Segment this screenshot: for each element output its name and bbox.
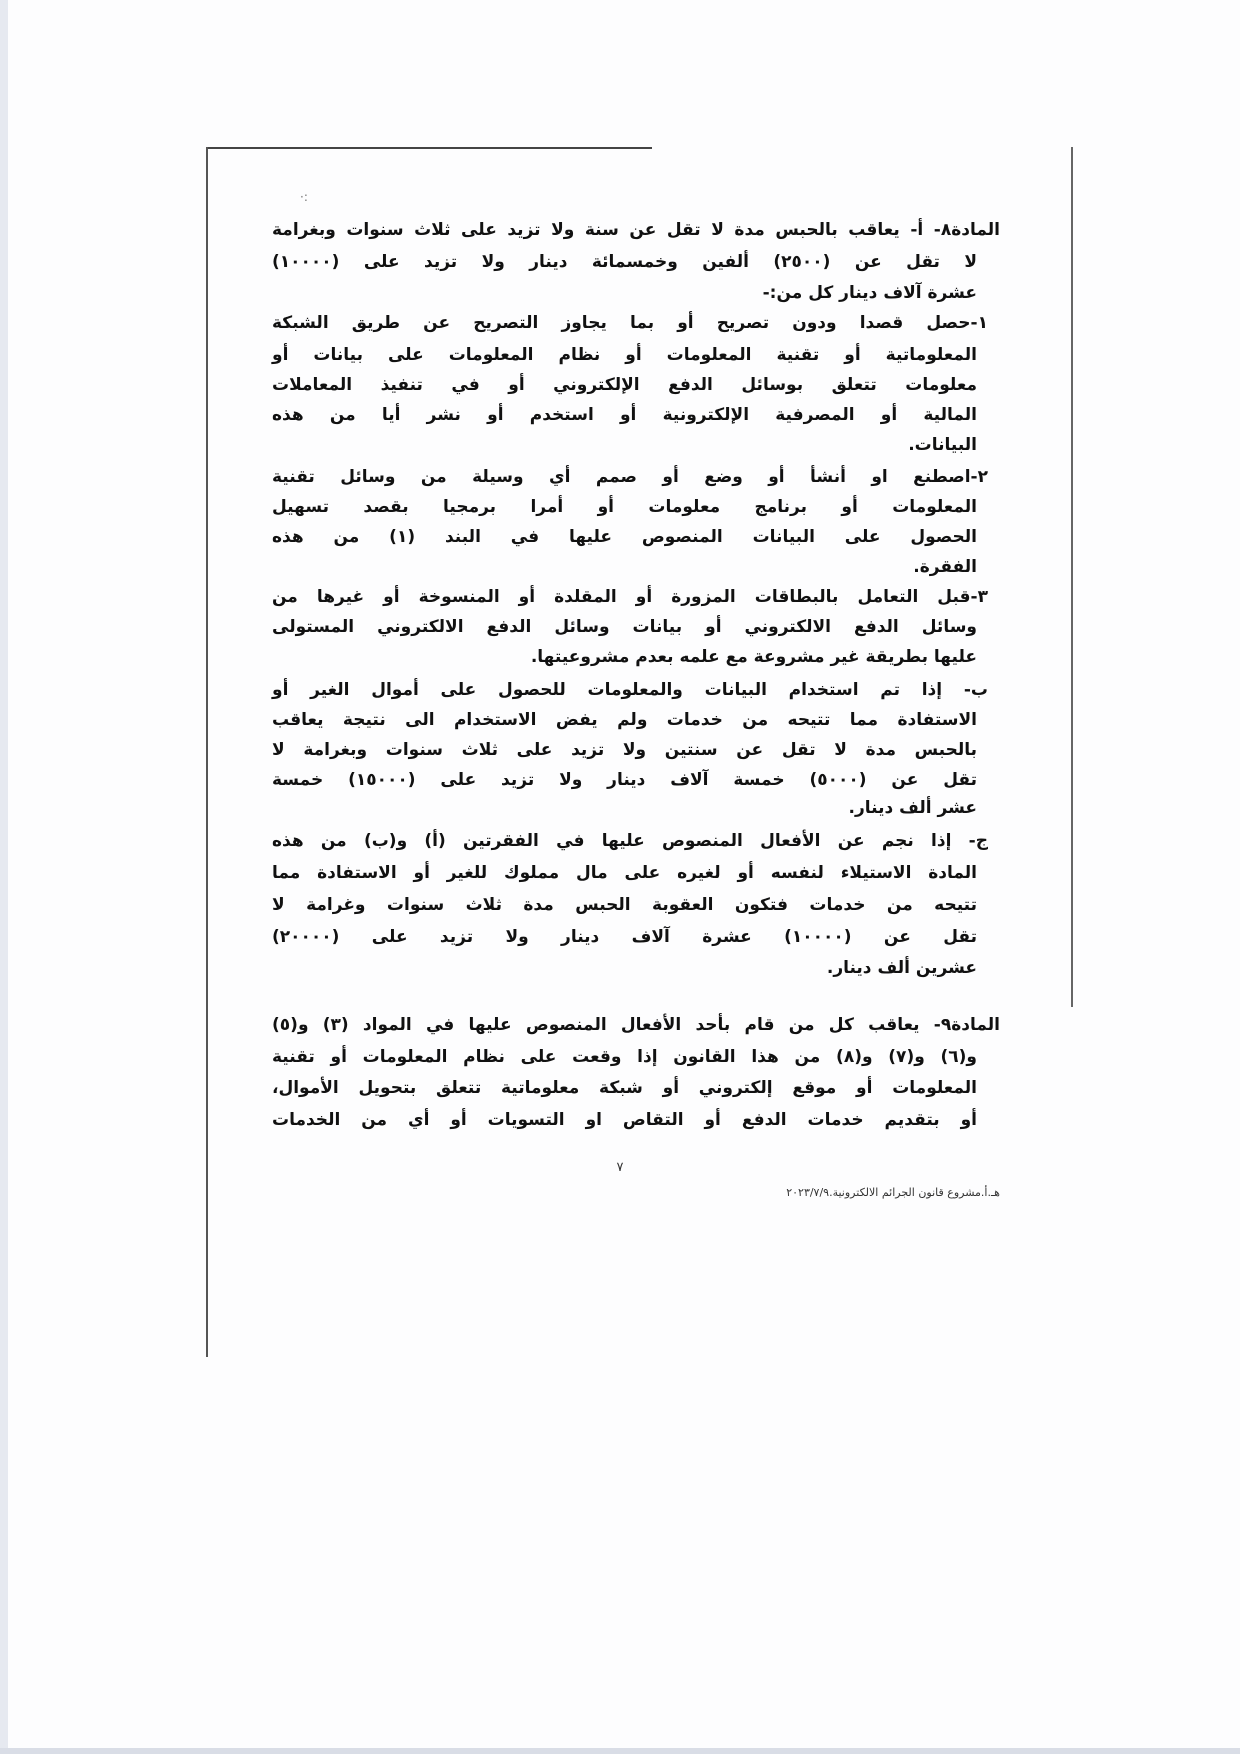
article-8-c-line: تقل عن (١٠٠٠٠) عشرة آلاف دينار ولا تزيد على (٢٠٠٠٠) <box>272 927 977 947</box>
article-8-c-line: المادة الاستيلاء لنفسه أو لغيره على مال مملوك للغير أو الاستفادة مما <box>272 863 977 883</box>
article-8-item-1-line: المالية أو المصرفية الإلكترونية أو استخدم أو نشر أيا من هذه <box>272 405 977 425</box>
article-8-item-1-line: البيانات. <box>908 435 977 455</box>
article-8-b-line: ب- إذا تم استخدام البيانات والمعلومات للحصول على أموال الغير أو <box>272 680 988 700</box>
article-8-item-3-line: ٣-قبل التعامل بالبطاقات المزورة أو المقلدة أو المنسوخة أو غيرها من <box>272 587 988 607</box>
article-9-line: المادة٩- يعاقب كل من قام بأحد الأفعال المنصوص عليها في المواد (٣) و(٥) <box>272 1015 1001 1035</box>
page-number: ٧ <box>616 1160 624 1175</box>
article-8-c-line: تتيحه من خدمات فتكون العقوبة الحبس مدة ثلاث سنوات وغرامة لا <box>272 895 977 915</box>
article-8-a-line: المادة٨- أ- يعاقب بالحبس مدة لا تقل عن سنة ولا تزيد على ثلاث سنوات وبغرامة <box>272 220 1000 240</box>
footer-note: هـ.أ.مشروع قانون الجرائم الالكترونية.٢٠٢٣/٧/٩ <box>786 1186 1000 1199</box>
article-8-item-1-line: المعلوماتية أو تقنية المعلومات أو نظام المعلومات على بيانات أو <box>272 345 977 365</box>
page-frame-top-line <box>207 147 652 149</box>
article-9-line: أو بتقديم خدمات الدفع أو التقاص او التسويات أو أي من الخدمات <box>272 1110 977 1130</box>
article-8-b-line: الاستفادة مما تتيحه من خدمات ولم يفض الاستخدام الى نتيجة يعاقب <box>272 710 977 730</box>
article-8-item-3-line: وسائل الدفع الالكتروني أو بيانات وسائل الدفع الالكتروني المستولى <box>272 617 977 637</box>
article-8-item-1-line: ١-حصل قصدا ودون تصريح أو بما يجاوز التصريح عن طريق الشبكة <box>272 313 988 333</box>
article-8-item-2-line: المعلومات أو برنامج معلومات أو أمرا برمجيا بقصد تسهيل <box>272 497 977 517</box>
article-8-item-2-line: ٢-اصطنع او أنشأ أو وضع أو صمم أي وسيلة من وسائل تقنية <box>272 467 988 487</box>
article-8-c-line: ج- إذا نجم عن الأفعال المنصوص عليها في الفقرتين (أ) و(ب) من هذه <box>272 831 988 851</box>
article-8-item-3-line: عليها بطريقة غير مشروعة مع علمه بعدم مشروعيتها. <box>530 647 977 667</box>
page-frame-left-line <box>206 147 208 1357</box>
article-8-item-1-line: معلومات تتعلق بوسائل الدفع الإلكتروني أو في تنفيذ المعاملات <box>272 375 977 395</box>
article-8-b-line: تقل عن (٥٠٠٠) خمسة آلاف دينار ولا تزيد على (١٥٠٠٠) خمسة <box>272 770 977 790</box>
scan-edge-left <box>0 0 8 1754</box>
article-8-a-line: لا تقل عن (٢٥٠٠) ألفين وخمسمائة دينار ولا تزيد على (١٠٠٠٠) <box>272 252 978 272</box>
article-8-b-line: بالحبس مدة لا تقل عن سنتين ولا تزيد على ثلاث سنوات وبغرامة لا <box>272 740 977 760</box>
article-8-c-line: عشرين ألف دينار. <box>826 958 977 978</box>
article-8-a-line: عشرة آلاف دينار كل من:- <box>762 283 977 303</box>
article-9-line: و(٦) و(٧) و(٨) من هذا القانون إذا وقعت على نظام المعلومات أو تقنية <box>272 1047 977 1067</box>
scan-edge-bottom <box>0 1748 1240 1754</box>
article-8-item-2-line: الفقرة. <box>913 557 977 577</box>
article-8-b-line: عشر ألف دينار. <box>848 798 977 818</box>
scan-specks: ·: <box>300 190 308 204</box>
article-9-line: المعلومات أو موقع إلكتروني أو شبكة معلوماتية تتعلق بتحويل الأموال، <box>272 1078 977 1098</box>
page-frame-right-line <box>1071 147 1073 1007</box>
article-8-item-2-line: الحصول على البيانات المنصوص عليها في البند (١) من هذه <box>272 527 978 547</box>
